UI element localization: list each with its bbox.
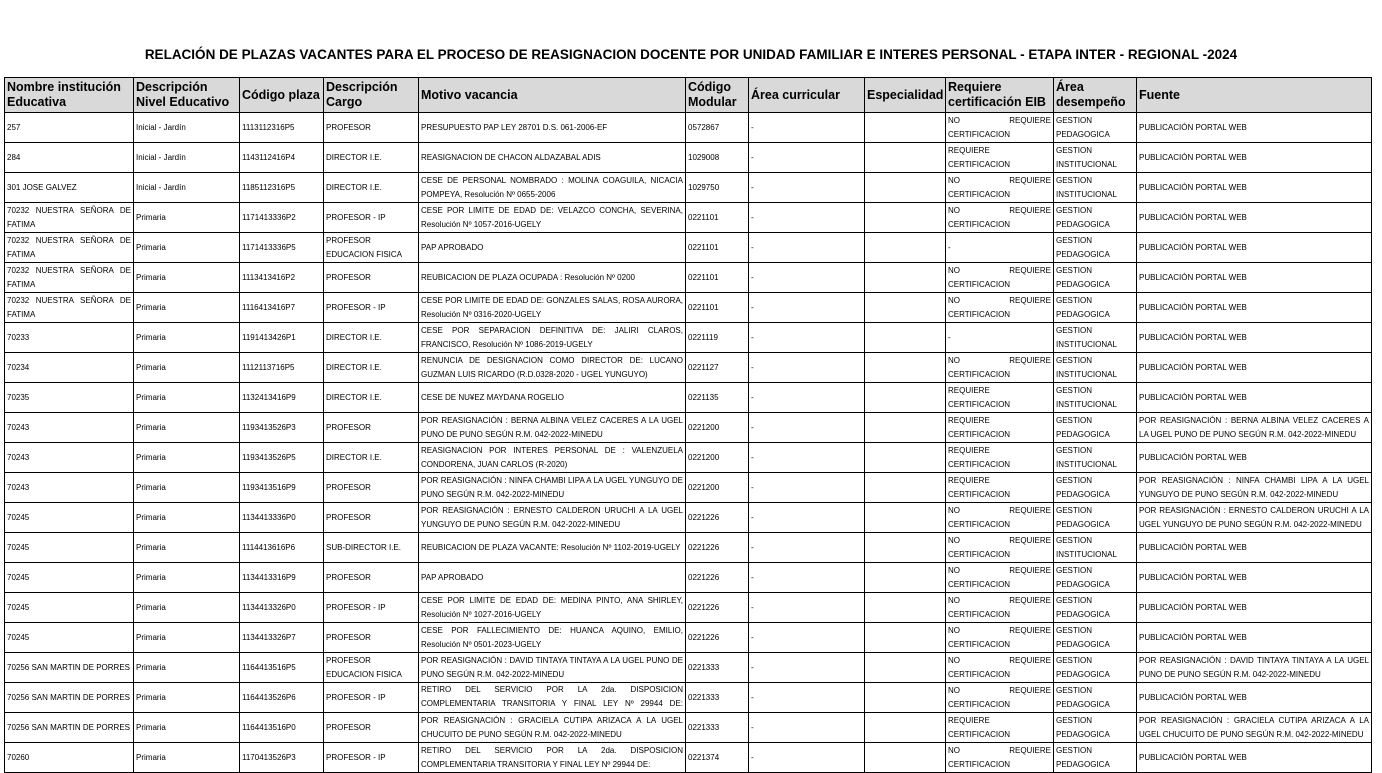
cell-plaza-code: 1132413416P9 [240, 383, 324, 413]
column-header-level: Descripción Nivel Educativo [134, 78, 240, 113]
column-header-specialty: Especialidad [865, 78, 946, 113]
cell-performance-area: GESTION PEDAGOGICA [1054, 203, 1137, 233]
cell-eib-certification: NO REQUIERE CERTIFICACION [946, 503, 1054, 533]
cell-institution: 70243 [5, 473, 134, 503]
cell-plaza-code: 1164413526P6 [240, 683, 324, 713]
cell-source: PUBLICACIÓN PORTAL WEB [1137, 443, 1372, 473]
cell-position: PROFESOR [324, 263, 419, 293]
cell-vacancy-reason: REASIGNACION DE CHACON ALDAZABAL ADIS [419, 143, 686, 173]
cell-specialty [865, 323, 946, 353]
cell-curricular-area: - [749, 503, 865, 533]
table-row [5, 713, 1372, 743]
cell-performance-area: GESTION INSTITUCIONAL [1054, 143, 1137, 173]
cell-plaza-code: 1113112316P5 [240, 113, 324, 143]
cell-position: DIRECTOR I.E. [324, 173, 419, 203]
cell-institution: 70243 [5, 413, 134, 443]
cell-level: Inicial - Jardín [134, 173, 240, 203]
cell-performance-area: GESTION PEDAGOGICA [1054, 233, 1137, 263]
cell-specialty [865, 473, 946, 503]
cell-performance-area: GESTION PEDAGOGICA [1054, 263, 1137, 293]
cell-performance-area: GESTION PEDAGOGICA [1054, 713, 1137, 743]
cell-curricular-area: - [749, 563, 865, 593]
cell-modular-code: 0221226 [686, 623, 749, 653]
cell-level: Inicial - Jardín [134, 143, 240, 173]
table-row [5, 203, 1372, 233]
cell-performance-area: GESTION INSTITUCIONAL [1054, 533, 1137, 563]
table-header-row [5, 78, 1372, 113]
cell-curricular-area: - [749, 323, 865, 353]
cell-modular-code: 0221200 [686, 473, 749, 503]
cell-specialty [865, 413, 946, 443]
cell-level: Primaria [134, 593, 240, 623]
cell-performance-area: GESTION INSTITUCIONAL [1054, 353, 1137, 383]
cell-position: DIRECTOR I.E. [324, 443, 419, 473]
column-header-eib-certification: Requiere certificación EIB [946, 78, 1054, 113]
cell-level: Inicial - Jardín [134, 113, 240, 143]
cell-modular-code: 0221226 [686, 593, 749, 623]
cell-modular-code: 0221101 [686, 203, 749, 233]
cell-modular-code: 0221127 [686, 353, 749, 383]
cell-plaza-code: 1134413316P9 [240, 563, 324, 593]
cell-curricular-area: - [749, 203, 865, 233]
cell-modular-code: 0221333 [686, 653, 749, 683]
cell-level: Primaria [134, 743, 240, 773]
cell-source: POR REASIGNACIÓN : ERNESTO CALDERON URUCHI A LA UGEL YUNGUYO DE PUNO SEGÚN R.M. 042-2022-MINEDU [1137, 503, 1372, 533]
cell-eib-certification: NO REQUIERE CERTIFICACION [946, 293, 1054, 323]
cell-position: SUB-DIRECTOR I.E. [324, 533, 419, 563]
cell-source: PUBLICACIÓN PORTAL WEB [1137, 233, 1372, 263]
table-row [5, 413, 1372, 443]
cell-modular-code: 1029008 [686, 143, 749, 173]
cell-vacancy-reason: PAP APROBADO [419, 233, 686, 263]
cell-specialty [865, 593, 946, 623]
cell-specialty [865, 383, 946, 413]
cell-curricular-area: - [749, 233, 865, 263]
cell-position: DIRECTOR I.E. [324, 143, 419, 173]
column-header-source: Fuente [1137, 78, 1372, 113]
cell-plaza-code: 1191413426P1 [240, 323, 324, 353]
cell-vacancy-reason: CESE POR LIMITE DE EDAD DE: MEDINA PINTO, ANA SHIRLEY, Resolución Nº 1027-2016-UGELY [419, 593, 686, 623]
cell-institution: 70245 [5, 593, 134, 623]
table-row [5, 293, 1372, 323]
cell-specialty [865, 623, 946, 653]
table-row [5, 443, 1372, 473]
cell-curricular-area: - [749, 713, 865, 743]
cell-vacancy-reason: CESE POR FALLECIMIENTO DE: HUANCA AQUINO, EMILIO, Resolución Nº 0501-2023-UGELY [419, 623, 686, 653]
cell-level: Primaria [134, 443, 240, 473]
cell-source: POR REASIGNACIÓN : NINFA CHAMBI LIPA A LA UGEL YUNGUYO DE PUNO SEGÚN R.M. 042-2022-MINEDU [1137, 473, 1372, 503]
table-row [5, 593, 1372, 623]
cell-eib-certification: NO REQUIERE CERTIFICACION [946, 653, 1054, 683]
table-row [5, 503, 1372, 533]
cell-specialty [865, 293, 946, 323]
cell-source: POR REASIGNACIÓN : BERNA ALBINA VELEZ CACERES A LA UGEL PUNO DE PUNO SEGÚN R.M. 042-2022-MINEDU [1137, 413, 1372, 443]
cell-level: Primaria [134, 353, 240, 383]
document-title: RELACIÓN DE PLAZAS VACANTES PARA EL PROCESO DE REASIGNACION DOCENTE POR UNIDAD FAMILIAR E INTERES PERSONAL - ETAPA INTER - REGIONAL -2024 [144, 47, 1238, 62]
cell-source: PUBLICACIÓN PORTAL WEB [1137, 353, 1372, 383]
cell-specialty [865, 233, 946, 263]
table-row [5, 623, 1372, 653]
cell-level: Primaria [134, 323, 240, 353]
cell-performance-area: GESTION PEDAGOGICA [1054, 293, 1137, 323]
cell-eib-certification: NO REQUIERE CERTIFICACION [946, 563, 1054, 593]
cell-vacancy-reason: REUBICACION DE PLAZA VACANTE: Resolución Nº 1102-2019-UGELY [419, 533, 686, 563]
cell-eib-certification: NO REQUIERE CERTIFICACION [946, 683, 1054, 713]
cell-curricular-area: - [749, 173, 865, 203]
cell-performance-area: GESTION PEDAGOGICA [1054, 473, 1137, 503]
cell-modular-code: 0221135 [686, 383, 749, 413]
table-row [5, 683, 1372, 713]
column-header-vacancy-reason: Motivo vacancia [419, 78, 686, 113]
cell-position: PROFESOR EDUCACION FISICA [324, 653, 419, 683]
cell-plaza-code: 1171413336P5 [240, 233, 324, 263]
table-body [5, 113, 1372, 773]
cell-modular-code: 0221101 [686, 233, 749, 263]
cell-source: PUBLICACIÓN PORTAL WEB [1137, 143, 1372, 173]
cell-source: PUBLICACIÓN PORTAL WEB [1137, 293, 1372, 323]
cell-position: PROFESOR [324, 563, 419, 593]
cell-plaza-code: 1134413326P7 [240, 623, 324, 653]
table-row [5, 143, 1372, 173]
cell-modular-code: 0221226 [686, 563, 749, 593]
cell-institution: 70245 [5, 503, 134, 533]
cell-curricular-area: - [749, 143, 865, 173]
cell-institution: 70256 SAN MARTIN DE PORRES [5, 653, 134, 683]
cell-institution: 70245 [5, 533, 134, 563]
cell-level: Primaria [134, 563, 240, 593]
table-row [5, 353, 1372, 383]
cell-eib-certification: NO REQUIERE CERTIFICACION [946, 623, 1054, 653]
cell-plaza-code: 1114413616P6 [240, 533, 324, 563]
cell-curricular-area: - [749, 413, 865, 443]
cell-curricular-area: - [749, 683, 865, 713]
cell-specialty [865, 443, 946, 473]
cell-specialty [865, 563, 946, 593]
cell-vacancy-reason: PRESUPUESTO PAP LEY 28701 D.S. 061-2006-EF [419, 113, 686, 143]
cell-source: PUBLICACIÓN PORTAL WEB [1137, 743, 1372, 773]
cell-modular-code: 0221119 [686, 323, 749, 353]
cell-level: Primaria [134, 713, 240, 743]
column-header-position: Descripción Cargo [324, 78, 419, 113]
cell-eib-certification: REQUIERE CERTIFICACION [946, 413, 1054, 443]
table-row [5, 173, 1372, 203]
table-row [5, 533, 1372, 563]
cell-modular-code: 0221333 [686, 683, 749, 713]
table-row [5, 743, 1372, 773]
cell-position: PROFESOR [324, 713, 419, 743]
cell-performance-area: GESTION PEDAGOGICA [1054, 563, 1137, 593]
cell-vacancy-reason: POR REASIGNACIÓN : DAVID TINTAYA TINTAYA A LA UGEL PUNO DE PUNO SEGÚN R.M. 042-2022-MINEDU [419, 653, 686, 683]
cell-curricular-area: - [749, 353, 865, 383]
cell-plaza-code: 1113413416P2 [240, 263, 324, 293]
cell-specialty [865, 653, 946, 683]
cell-position: PROFESOR - IP [324, 593, 419, 623]
cell-eib-certification: NO REQUIERE CERTIFICACION [946, 533, 1054, 563]
cell-institution: 70245 [5, 563, 134, 593]
cell-modular-code: 0221226 [686, 503, 749, 533]
table-row [5, 383, 1372, 413]
cell-vacancy-reason: CESE POR SEPARACION DEFINITIVA DE: JALIRI CLAROS, FRANCISCO, Resolución Nº 1086-2019-UGELY [419, 323, 686, 353]
cell-vacancy-reason: CESE DE PERSONAL NOMBRADO : MOLINA COAGUILA, NICACIA POMPEYA, Resolución Nº 0655-2006 [419, 173, 686, 203]
cell-curricular-area: - [749, 443, 865, 473]
cell-vacancy-reason: POR REASIGNACIÓN : NINFA CHAMBI LIPA A LA UGEL YUNGUYO DE PUNO SEGÚN R.M. 042-2022-MINEDU [419, 473, 686, 503]
cell-vacancy-reason: CESE POR LIMITE DE EDAD DE: GONZALES SALAS, ROSA AURORA, Resolución Nº 0316-2020-UGELY [419, 293, 686, 323]
cell-level: Primaria [134, 623, 240, 653]
cell-source: POR REASIGNACIÓN : GRACIELA CUTIPA ARIZACA A LA UGEL CHUCUITO DE PUNO SEGÚN R.M. 042-2022-MINEDU [1137, 713, 1372, 743]
cell-performance-area: GESTION INSTITUCIONAL [1054, 173, 1137, 203]
cell-eib-certification: NO REQUIERE CERTIFICACION [946, 353, 1054, 383]
cell-position: PROFESOR [324, 413, 419, 443]
cell-eib-certification: REQUIERE CERTIFICACION [946, 143, 1054, 173]
cell-performance-area: GESTION INSTITUCIONAL [1054, 323, 1137, 353]
cell-vacancy-reason: RETIRO DEL SERVICIO POR LA 2da. DISPOSICION COMPLEMENTARIA TRANSITORIA Y FINAL LEY Nº 29944 DE: [419, 743, 686, 773]
cell-performance-area: GESTION PEDAGOGICA [1054, 113, 1137, 143]
cell-eib-certification: NO REQUIERE CERTIFICACION [946, 203, 1054, 233]
cell-specialty [865, 263, 946, 293]
cell-level: Primaria [134, 233, 240, 263]
cell-source: PUBLICACIÓN PORTAL WEB [1137, 623, 1372, 653]
cell-eib-certification: REQUIERE CERTIFICACION [946, 473, 1054, 503]
cell-modular-code: 0221200 [686, 443, 749, 473]
table-row [5, 653, 1372, 683]
cell-position: DIRECTOR I.E. [324, 353, 419, 383]
table-row [5, 263, 1372, 293]
cell-vacancy-reason: POR REASIGNACIÓN : ERNESTO CALDERON URUCHI A LA UGEL YUNGUYO DE PUNO SEGÚN R.M. 042-2022-MINEDU [419, 503, 686, 533]
cell-plaza-code: 1134413326P0 [240, 593, 324, 623]
table-row [5, 323, 1372, 353]
vacancies-table [4, 77, 1372, 773]
cell-source: PUBLICACIÓN PORTAL WEB [1137, 383, 1372, 413]
cell-institution: 70256 SAN MARTIN DE PORRES [5, 683, 134, 713]
cell-performance-area: GESTION PEDAGOGICA [1054, 653, 1137, 683]
cell-curricular-area: - [749, 293, 865, 323]
cell-specialty [865, 113, 946, 143]
cell-position: PROFESOR - IP [324, 743, 419, 773]
cell-vacancy-reason: POR REASIGNACIÓN : BERNA ALBINA VELEZ CACERES A LA UGEL PUNO DE PUNO SEGÚN R.M. 042-2022-MINEDU [419, 413, 686, 443]
cell-position: PROFESOR - IP [324, 683, 419, 713]
cell-institution: 257 [5, 113, 134, 143]
cell-curricular-area: - [749, 743, 865, 773]
cell-position: PROFESOR [324, 503, 419, 533]
cell-vacancy-reason: PAP APROBADO [419, 563, 686, 593]
cell-vacancy-reason: REUBICACION DE PLAZA OCUPADA : Resolución Nº 0200 [419, 263, 686, 293]
cell-performance-area: GESTION PEDAGOGICA [1054, 593, 1137, 623]
cell-performance-area: GESTION INSTITUCIONAL [1054, 383, 1137, 413]
cell-level: Primaria [134, 413, 240, 443]
cell-source: PUBLICACIÓN PORTAL WEB [1137, 533, 1372, 563]
cell-source: POR REASIGNACIÓN : DAVID TINTAYA TINTAYA A LA UGEL PUNO DE PUNO SEGÚN R.M. 042-2022-MINEDU [1137, 653, 1372, 683]
cell-source: PUBLICACIÓN PORTAL WEB [1137, 683, 1372, 713]
cell-position: DIRECTOR I.E. [324, 323, 419, 353]
cell-curricular-area: - [749, 383, 865, 413]
cell-institution: 70232 NUESTRA SEÑORA DE FATIMA [5, 263, 134, 293]
cell-curricular-area: - [749, 653, 865, 683]
cell-level: Primaria [134, 473, 240, 503]
cell-curricular-area: - [749, 593, 865, 623]
cell-performance-area: GESTION PEDAGOGICA [1054, 683, 1137, 713]
cell-position: PROFESOR [324, 113, 419, 143]
column-header-institution: Nombre institución Educativa [5, 78, 134, 113]
cell-eib-certification: NO REQUIERE CERTIFICACION [946, 113, 1054, 143]
cell-plaza-code: 1193413526P5 [240, 443, 324, 473]
cell-institution: 70233 [5, 323, 134, 353]
table-row [5, 233, 1372, 263]
cell-modular-code: 1029750 [686, 173, 749, 203]
cell-curricular-area: - [749, 113, 865, 143]
cell-source: PUBLICACIÓN PORTAL WEB [1137, 173, 1372, 203]
cell-level: Primaria [134, 263, 240, 293]
cell-specialty [865, 743, 946, 773]
cell-eib-certification: NO REQUIERE CERTIFICACION [946, 263, 1054, 293]
cell-plaza-code: 1134413336P0 [240, 503, 324, 533]
cell-institution: 70256 SAN MARTIN DE PORRES [5, 713, 134, 743]
cell-eib-certification: NO REQUIERE CERTIFICACION [946, 743, 1054, 773]
cell-level: Primaria [134, 383, 240, 413]
cell-eib-certification: - [946, 323, 1054, 353]
cell-institution: 284 [5, 143, 134, 173]
cell-institution: 70245 [5, 623, 134, 653]
cell-level: Primaria [134, 203, 240, 233]
cell-source: PUBLICACIÓN PORTAL WEB [1137, 593, 1372, 623]
cell-curricular-area: - [749, 473, 865, 503]
cell-plaza-code: 1193413516P9 [240, 473, 324, 503]
cell-specialty [865, 503, 946, 533]
cell-institution: 70234 [5, 353, 134, 383]
cell-position: PROFESOR - IP [324, 293, 419, 323]
cell-modular-code: 0221226 [686, 533, 749, 563]
cell-performance-area: GESTION PEDAGOGICA [1054, 743, 1137, 773]
cell-level: Primaria [134, 503, 240, 533]
cell-source: PUBLICACIÓN PORTAL WEB [1137, 203, 1372, 233]
cell-vacancy-reason: REASIGNACION POR INTERES PERSONAL DE : VALENZUELA CONDORENA, JUAN CARLOS (R-2020) [419, 443, 686, 473]
cell-eib-certification: NO REQUIERE CERTIFICACION [946, 593, 1054, 623]
cell-position: PROFESOR [324, 623, 419, 653]
column-header-plaza-code: Código plaza [240, 78, 324, 113]
cell-level: Primaria [134, 653, 240, 683]
cell-plaza-code: 1185112316P5 [240, 173, 324, 203]
cell-source: PUBLICACIÓN PORTAL WEB [1137, 323, 1372, 353]
cell-eib-certification: REQUIERE CERTIFICACION [946, 713, 1054, 743]
cell-curricular-area: - [749, 263, 865, 293]
table-row [5, 563, 1372, 593]
cell-modular-code: 0221200 [686, 413, 749, 443]
cell-vacancy-reason: CESE DE NU¥EZ MAYDANA ROGELIO [419, 383, 686, 413]
cell-institution: 301 JOSE GALVEZ [5, 173, 134, 203]
cell-level: Primaria [134, 293, 240, 323]
cell-eib-certification: NO REQUIERE CERTIFICACION [946, 173, 1054, 203]
cell-plaza-code: 1164413516P0 [240, 713, 324, 743]
table-row [5, 113, 1372, 143]
cell-position: DIRECTOR I.E. [324, 383, 419, 413]
cell-vacancy-reason: POR REASIGNACIÓN : GRACIELA CUTIPA ARIZACA A LA UGEL CHUCUITO DE PUNO SEGÚN R.M. 042-2022-MINEDU [419, 713, 686, 743]
cell-institution: 70232 NUESTRA SEÑORA DE FATIMA [5, 203, 134, 233]
cell-level: Primaria [134, 683, 240, 713]
cell-specialty [865, 143, 946, 173]
cell-curricular-area: - [749, 623, 865, 653]
cell-vacancy-reason: RENUNCIA DE DESIGNACION COMO DIRECTOR DE: LUCANO GUZMAN LUIS RICARDO (R.D.0328-2020 - UGEL YUNGUYO) [419, 353, 686, 383]
cell-vacancy-reason: CESE POR LIMITE DE EDAD DE: VELAZCO CONCHA, SEVERINA, Resolución Nº 1057-2016-UGELY [419, 203, 686, 233]
cell-modular-code: 0221333 [686, 713, 749, 743]
cell-modular-code: 0572867 [686, 113, 749, 143]
cell-source: PUBLICACIÓN PORTAL WEB [1137, 263, 1372, 293]
cell-plaza-code: 1164413516P5 [240, 653, 324, 683]
column-header-modular-code: Código Modular [686, 78, 749, 113]
cell-specialty [865, 173, 946, 203]
cell-institution: 70232 NUESTRA SEÑORA DE FATIMA [5, 233, 134, 263]
cell-institution: 70235 [5, 383, 134, 413]
cell-performance-area: GESTION INSTITUCIONAL [1054, 443, 1137, 473]
cell-specialty [865, 353, 946, 383]
cell-institution: 70260 [5, 743, 134, 773]
cell-specialty [865, 533, 946, 563]
cell-plaza-code: 1170413526P3 [240, 743, 324, 773]
cell-plaza-code: 1171413336P2 [240, 203, 324, 233]
cell-level: Primaria [134, 533, 240, 563]
cell-source: PUBLICACIÓN PORTAL WEB [1137, 563, 1372, 593]
cell-plaza-code: 1112113716P5 [240, 353, 324, 383]
cell-specialty [865, 713, 946, 743]
cell-position: PROFESOR [324, 473, 419, 503]
cell-performance-area: GESTION PEDAGOGICA [1054, 413, 1137, 443]
cell-plaza-code: 1116413416P7 [240, 293, 324, 323]
cell-performance-area: GESTION PEDAGOGICA [1054, 623, 1137, 653]
cell-institution: 70232 NUESTRA SEÑORA DE FATIMA [5, 293, 134, 323]
cell-modular-code: 0221101 [686, 293, 749, 323]
column-header-performance-area: Área desempeño [1054, 78, 1137, 113]
cell-modular-code: 0221101 [686, 263, 749, 293]
table-row [5, 473, 1372, 503]
cell-eib-certification: - [946, 233, 1054, 263]
cell-specialty [865, 683, 946, 713]
column-header-curricular-area: Área curricular [749, 78, 865, 113]
cell-plaza-code: 1193413526P3 [240, 413, 324, 443]
cell-eib-certification: REQUIERE CERTIFICACION [946, 443, 1054, 473]
cell-plaza-code: 1143112416P4 [240, 143, 324, 173]
cell-source: PUBLICACIÓN PORTAL WEB [1137, 113, 1372, 143]
cell-modular-code: 0221374 [686, 743, 749, 773]
cell-position: PROFESOR EDUCACION FISICA [324, 233, 419, 263]
cell-position: PROFESOR - IP [324, 203, 419, 233]
cell-institution: 70243 [5, 443, 134, 473]
cell-specialty [865, 203, 946, 233]
cell-curricular-area: - [749, 533, 865, 563]
cell-vacancy-reason: RETIRO DEL SERVICIO POR LA 2da. DISPOSICION COMPLEMENTARIA TRANSITORIA Y FINAL LEY Nº 29944 DE: [419, 683, 686, 713]
cell-eib-certification: REQUIERE CERTIFICACION [946, 383, 1054, 413]
cell-performance-area: GESTION PEDAGOGICA [1054, 503, 1137, 533]
